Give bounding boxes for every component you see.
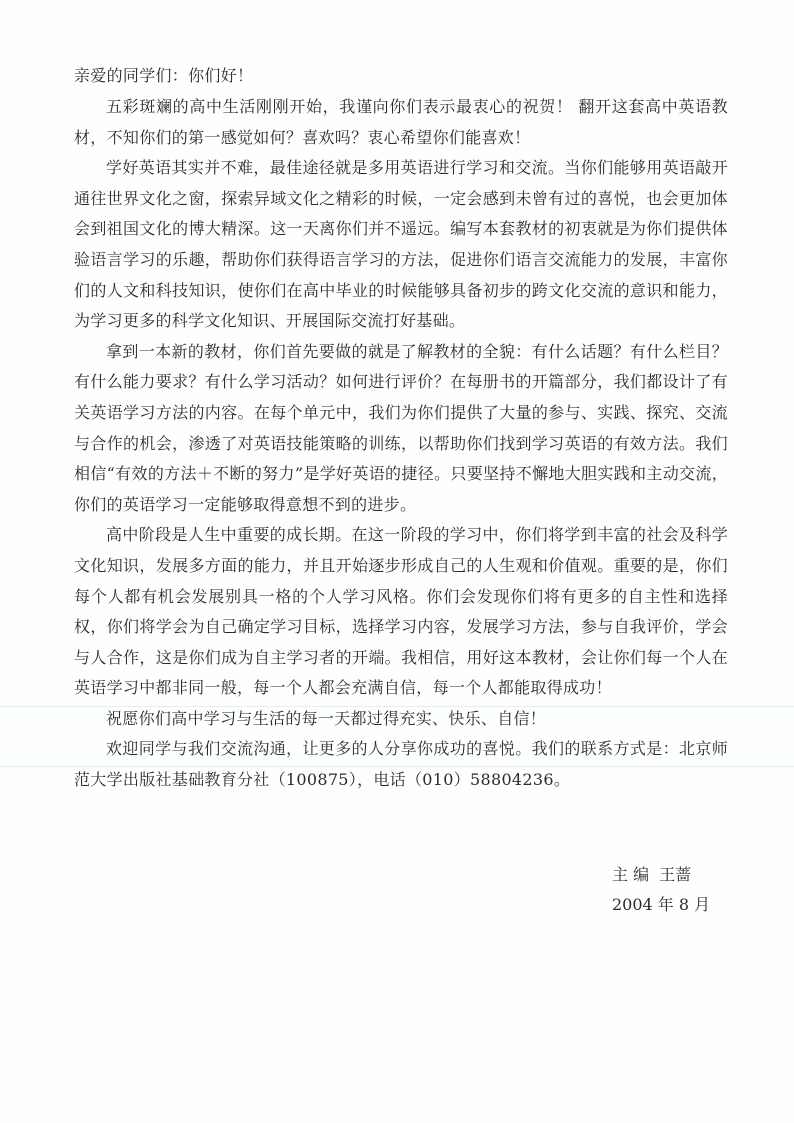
editor-signature: 主 编 王蔷 [612,865,692,884]
signature-date: 2004 年 8 月 [612,895,711,914]
letter-body [74,60,728,796]
signature-block [612,860,710,920]
paragraph-congratulations: 五彩斑斓的高中生活刚刚开始，我谨向你们表示最衷心的祝贺！ 翻开这套高中英语教材，不知你们的第一感觉如何？喜欢吗？衷心希望你们能喜欢！ [74,97,728,147]
paragraph-wishes: 祝愿你们高中学习与生活的每一天都过得充实、快乐、自信！ [106,708,547,728]
paragraph-learning-english: 学好英语其实并不难，最佳途径就是多用英语进行学习和交流。当你们能够用英语敲开通往世界文化之窗，探索异域文化之精彩的时候，一定会感到未曾有过的喜悦，也会更加体会到祖国文化的博大精深。这一天离你们并不遥远。编写本套教材的初衷就是为你们提供体验语言学习的乐趣，帮助你们获得语言学习的方法，促进你们语言交流能力的发展，丰富你们的人文和科技知识，使你们在高中毕业的时候能够具备初步的跨文化交流的意识和能力，为学习更多的科学文化知识、开展国际交流打好基础。 [74,158,728,331]
salutation: 亲爱的同学们：你们好！ [74,66,254,85]
paragraph-contact-info: 欢迎同学与我们交流沟通，让更多的人分享你成功的喜悦。我们的联系方式是：北京师范大学出版社基础教育分社（100875），电话（010）58804236。 [74,739,728,790]
paragraph-high-school-stage: 高中阶段是人生中重要的成长期。在这一阶段的学习中，你们将学到丰富的社会及科学文化知识，发展多方面的能力，并且开始逐步形成自己的人生观和价值观。重要的是，你们每个人都有机会发展别具一格的个人学习风格。你们会发现你们将有更多的自主性和选择权，你们将学会为自己确定学习目标，选择学习内容，发展学习方法，参与自我评价，学会与人合作，这是你们成为自主学习者的开端。我相信，用好这本教材，会让你们每一个人在英语学习中都非同一般，每一个人都会充满自信，每一个人都能取得成功！ [74,525,728,698]
paragraph-textbook-overview: 拿到一本新的教材，你们首先要做的就是了解教材的全貌：有什么话题？有什么栏目？有什么能力要求？有什么学习活动？如何进行评价？在每册书的开篇部分，我们都设计了有关英语学习方法的内容。在每个单元中，我们为你们提供了大量的参与、实践、探究、交流与合作的机会，渗透了对英语技能策略的训练，以帮助你们找到学习英语的有效方法。我们相信“有效的方法＋不断的努力”是学好英语的捷径。只要坚持不懈地大胆实践和主动交流，你们的英语学习一定能够取得意想不到的进步。 [74,341,728,514]
